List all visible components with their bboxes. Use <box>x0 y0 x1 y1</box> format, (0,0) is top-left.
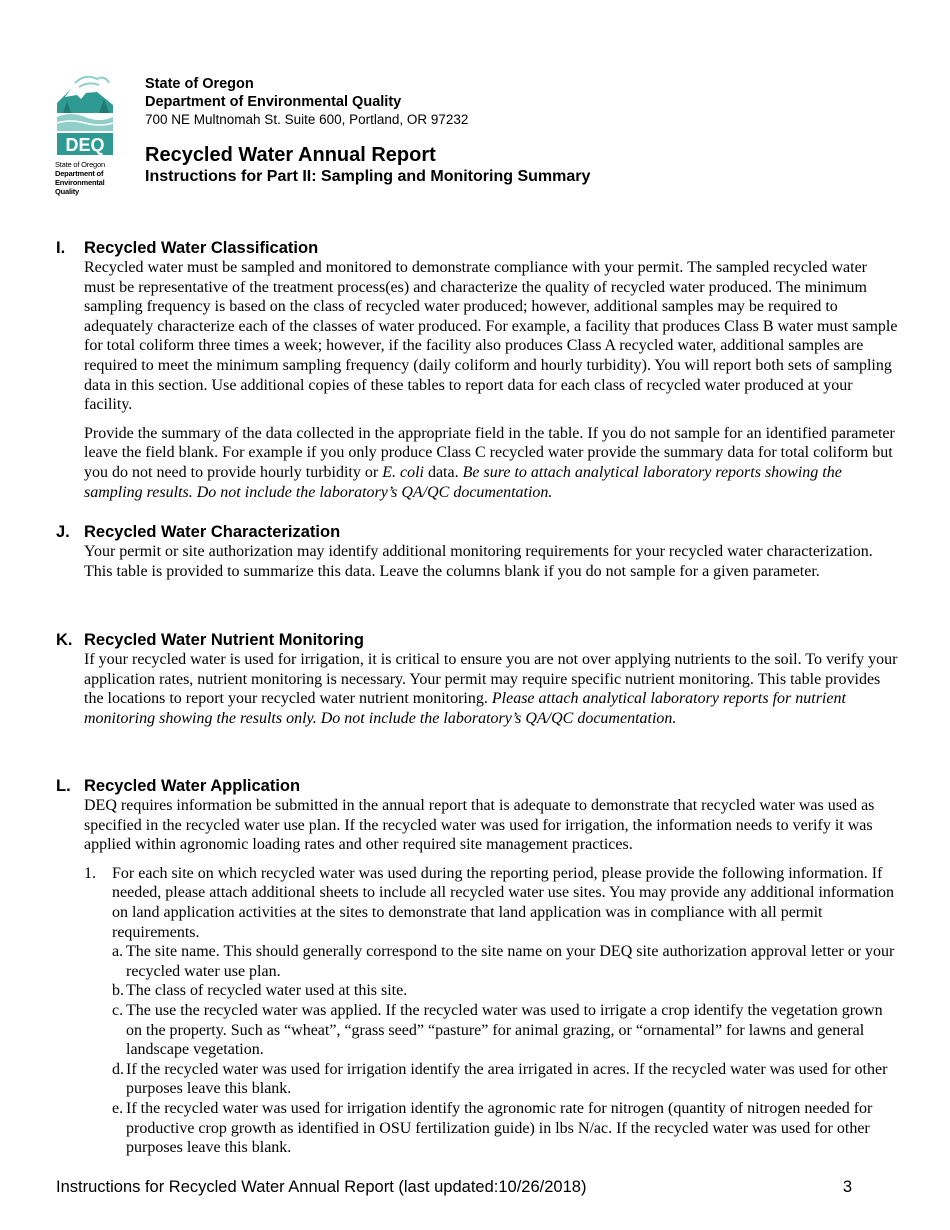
paragraph <box>84 650 898 728</box>
deq-logo-graphic <box>55 73 115 157</box>
logo-caption-line: Department of <box>55 169 104 178</box>
text-run-italic: Please attach analytical laboratory reports for nutrient monitoring showing the results only. Do not include the laboratory’s QA/QC documentation. <box>84 690 846 727</box>
sub-list-marker: c. <box>112 1001 124 1019</box>
sub-list-marker: a. <box>112 943 124 961</box>
section-letter: J. <box>56 523 70 541</box>
org-address: 700 NE Multnomah St. Suite 600, Portland, OR 97232 <box>145 112 469 127</box>
text-run-italic: Be sure to attach analytical laboratory reports showing the sampling results. Do not include the laboratory’s QA/QC documentation. <box>84 463 842 501</box>
section-k <box>56 630 898 737</box>
section-heading <box>56 522 898 542</box>
logo-text: DEQ <box>65 135 105 155</box>
logo-caption-line: State of Oregon <box>55 160 105 169</box>
page-number: 3 <box>842 1178 852 1196</box>
footer-text: Instructions for Recycled Water Annual Report (last updated:10/26/2018) <box>56 1178 587 1196</box>
section-heading <box>56 238 898 258</box>
numbered-list <box>84 864 898 1158</box>
section-letter: L. <box>56 777 71 795</box>
section-j <box>56 522 898 590</box>
section-body <box>84 258 898 502</box>
text-run: If your recycled water is used for irrigation, it is critical to ensure you are not over applying nutrients to the soil. To verify your application rates, nutrient monitoring is necessary. Your permit may require specific nutrient monitoring. This table provides the locations to report your recycled water nutrient monitoring. <box>84 651 898 708</box>
deq-logo <box>55 73 115 203</box>
text-run: data. <box>423 463 463 481</box>
section-title: Recycled Water Nutrient Monitoring <box>84 631 364 649</box>
paragraph: DEQ requires information be submitted in the annual report that is adequate to demonstrate that recycled water was used as specified in the recycled water use plan. If the recycled water was used for irrigation, the information needs to verify it was applied within agronomic loading rates and other required site management practices. <box>84 797 875 854</box>
section-i <box>56 238 898 511</box>
list-item-text: For each site on which recycled water was used during the reporting period, please provide the following information. If needed, please attach additional sheets to include all recycled water use sites. You may provide any additional information on land application activities at the sites to demonstrate that land application was in compliance with all permit requirements. <box>112 864 894 941</box>
sub-list-text: The class of recycled water used at this site. <box>126 982 408 1000</box>
logo-caption <box>55 160 115 196</box>
section-body <box>84 650 898 728</box>
sub-list-item <box>112 1001 898 1060</box>
paragraph <box>84 424 898 502</box>
page-subtitle: Instructions for Part II: Sampling and Monitoring Summary <box>145 168 591 185</box>
text-run-italic: E. coli <box>382 463 424 481</box>
text-run: Provide the summary of the data collected in the appropriate field in the table. If you do not sample for an identified parameter leave the field blank. For example if you only produce Class C recycled water provide the summary data for total coliform but you do not need to provide hourly turbidity or <box>84 424 895 481</box>
sub-list-marker: d. <box>112 1060 124 1078</box>
section-body <box>84 796 898 1158</box>
page-title: Recycled Water Annual Report <box>145 144 436 166</box>
section-letter: K. <box>56 631 73 649</box>
sub-list-marker: b. <box>112 982 124 1000</box>
sub-list-item <box>112 981 898 1001</box>
section-body <box>84 542 898 581</box>
section-letter: I. <box>56 239 66 257</box>
list-number: 1. <box>84 864 96 882</box>
section-title: Recycled Water Characterization <box>84 523 341 541</box>
logo-caption-line: Environmental <box>55 178 105 187</box>
sub-list-text: The use the recycled water was applied. If the recycled water was used to irrigate a crop identify the vegetation grown on the property. Such as “wheat”, “grass seed” “pasture” for animal grazing, or “ornamental” for lawns and general landscape vegetation. <box>126 1001 883 1059</box>
section-heading <box>56 630 898 650</box>
page-footer <box>56 1177 852 1197</box>
sub-list-item <box>112 1099 898 1158</box>
lettered-sub-list <box>112 942 898 1158</box>
list-item <box>84 864 898 942</box>
section-l <box>56 776 898 1158</box>
paragraph: Your permit or site authorization may identify additional monitoring requirements for your recycled water characterization. This table is provided to summarize this data. Leave the columns blank if you do not sample for a given parameter. <box>84 543 873 580</box>
sub-list-text: If the recycled water was used for irrigation identify the agronomic rate for nitrogen (quantity of nitrogen needed for productive crop growth as identified in OSU fertilization guide) in lbs N/ac. If the recycled water was used for other purposes leave this blank. <box>126 1099 873 1157</box>
logo-caption-line: Quality <box>55 187 80 196</box>
section-title: Recycled Water Classification <box>84 239 319 257</box>
sub-list-text: The site name. This should generally correspond to the site name on your DEQ site authorization approval letter or your recycled water use plan. <box>126 943 895 980</box>
section-heading <box>56 776 898 796</box>
sub-list-item <box>112 1060 898 1099</box>
organization-block <box>145 75 468 129</box>
sub-list-text: If the recycled water was used for irrigation identify the area irrigated in acres. If the recycled water was used for other purposes leave this blank. <box>126 1060 888 1098</box>
org-state: State of Oregon <box>145 76 254 92</box>
section-title: Recycled Water Application <box>84 777 301 795</box>
sub-list-marker: e. <box>112 1099 124 1117</box>
report-title-block <box>145 143 590 187</box>
org-department: Department of Environmental Quality <box>145 94 402 110</box>
paragraph: Recycled water must be sampled and monitored to demonstrate compliance with your permit. The sampled recycled water must be representative of the treatment process(es) and characterize the quality of recycled water produced. The minimum sampling frequency is based on the class of recycled water produced; however, additional samples may be required to adequately characterize each of the classes of water produced. For example, a facility that produces Class B water must sample for total coliform three times a week; however, if the facility also produces Class A recycled water, additional samples are required to meet the minimum sampling frequency (daily coliform and hourly turbidity). You will report both sets of sampling data in this section. Use additional copies of these tables to report data for each class of recycled water produced at your facility. <box>84 259 898 414</box>
sub-list-item <box>112 942 898 981</box>
